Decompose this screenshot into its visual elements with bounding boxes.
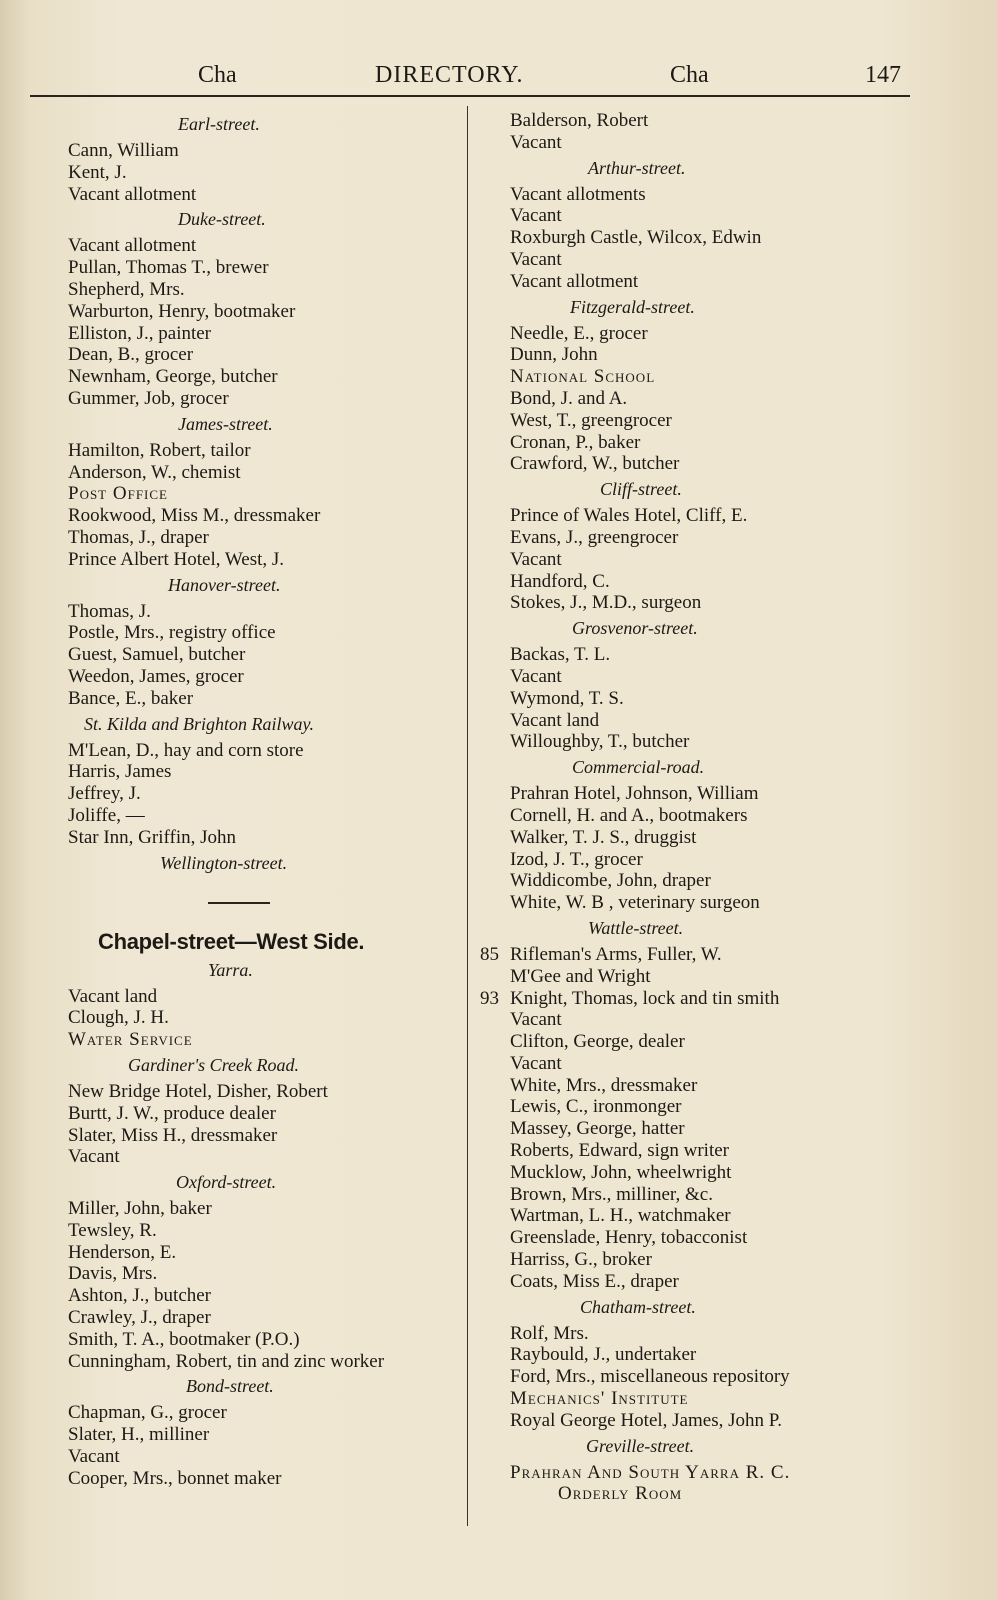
directory-entry [480,110,920,132]
entry-text: Hamilton, Robert, tailor [68,439,251,461]
entry-text: Cornell, H. and A., bootmakers [510,804,748,826]
directory-entry [480,323,920,345]
directory-entry [480,1096,920,1118]
entry-text: Backas, T. L. [510,644,611,666]
entry-text: Stokes, J., M.D., surgeon [510,592,702,614]
street-number [480,827,510,849]
directory-entry [68,483,468,505]
street-number [480,1344,510,1366]
header-title: DIRECTORY. [375,62,524,88]
street-heading: Grosvenor-street. [572,618,698,639]
entry-text: Vacant [510,131,562,153]
entry-text: Wymond, T. S. [510,687,624,709]
street-heading: Wellington-street. [160,852,288,873]
street-number [480,132,510,154]
directory-entry [480,410,920,432]
directory-entry [480,571,920,593]
entry-text: Vacant allotment [68,183,197,205]
street-number [480,710,510,732]
street-number [480,388,510,410]
street-number [480,1140,510,1162]
directory-entry [68,1263,468,1285]
directory-entry [68,688,468,710]
directory-entry [480,1118,920,1140]
entry-text: Shepherd, Mrs. [68,278,185,300]
entry-text: Mucklow, John, wheelwright [510,1161,732,1183]
entry-text: Cronan, P., baker [510,431,641,453]
entry-text: Vacant [510,1009,562,1031]
entry-text: Dunn, John [510,344,598,366]
street-number [480,271,510,293]
left-column-part-2 [68,959,468,1490]
entry-text: Vacant land [510,709,600,731]
street-number [480,892,510,914]
street-number [480,432,510,454]
directory-entry [480,1075,920,1097]
entry-text: Smith, T. A., bootmaker (P.O.) [68,1328,300,1350]
directory-entry [68,366,468,388]
entry-text: Tewsley, R. [68,1219,157,1241]
directory-entry [68,1329,468,1351]
directory-entry [68,1307,468,1329]
directory-entry [68,1125,468,1147]
street-heading: Bond-street. [186,1376,274,1397]
header-left-guide: Cha [198,62,237,88]
entry-text: M'Lean, D., hay and corn store [68,739,304,761]
directory-entry [480,366,920,388]
entry-text: Coats, Miss E., draper [510,1270,679,1292]
directory-entry [68,761,468,783]
entry-text: Harriss, G., broker [510,1249,652,1271]
street-heading: Duke-street. [178,209,266,230]
entry-text: Postle, Mrs., registry office [68,622,276,644]
entry-text: Vacant allotment [68,235,197,257]
directory-entry [68,1242,468,1264]
right-column [480,110,920,1505]
entry-text: White, W. B , veterinary surgeon [510,892,760,914]
street-heading: St. Kilda and Brighton Railway. [84,713,315,734]
directory-entry [480,805,920,827]
entry-text: Vacant [510,248,562,270]
street-number [480,666,510,688]
entry-text: Star Inn, Griffin, John [68,826,236,848]
directory-entry [480,892,920,914]
directory-entry [68,1220,468,1242]
street-number [480,870,510,892]
street-number [480,1053,510,1075]
entry-text: Evans, J., greengrocer [510,526,679,548]
street-number [480,644,510,666]
street-number [480,805,510,827]
entry-text: Davis, Mrs. [68,1263,158,1285]
directory-entry [68,184,468,206]
entry-text: Clifton, George, dealer [510,1031,685,1053]
directory-entry [480,1388,920,1410]
directory-entry [68,1424,468,1446]
directory-entry [68,344,468,366]
street-heading: Chatham-street. [580,1296,696,1317]
street-number [480,1249,510,1271]
directory-entry [480,453,920,475]
directory-entry [480,527,920,549]
left-column [68,110,468,1490]
street-number [480,1205,510,1227]
entry-text: New Bridge Hotel, Disher, Robert [68,1080,328,1102]
street-number [480,1388,510,1410]
entry-text: Rolf, Mrs. [510,1322,589,1344]
directory-entry [480,1162,920,1184]
entry-text: Vacant [510,665,562,687]
directory-entry [480,1462,920,1484]
directory-entry [68,986,468,1008]
street-number [480,205,510,227]
street-heading: Commercial-road. [572,757,705,778]
entry-text: Cunningham, Robert, tin and zinc worker [68,1350,385,1372]
directory-entry [480,1009,920,1031]
directory-entry [480,988,920,1010]
directory-entry [480,227,920,249]
entry-text: Widdicombe, John, draper [510,870,711,892]
directory-entry [480,944,920,966]
directory-entry [480,1184,920,1206]
directory-entry [480,1249,920,1271]
entry-text: Walker, T. J. S., druggist [510,826,697,848]
directory-entry [480,505,920,527]
entry-text: Slater, Miss H., dressmaker [68,1124,278,1146]
street-number [480,571,510,593]
street-number [480,966,510,988]
street-number [480,1366,510,1388]
street-number [480,1096,510,1118]
directory-entry [68,644,468,666]
directory-entry [68,805,468,827]
directory-entry [68,1198,468,1220]
street-number [480,783,510,805]
street-number [480,592,510,614]
directory-entry [480,184,920,206]
directory-entry [68,235,468,257]
entry-text: West, T., greengrocer [510,409,672,431]
street-heading: Cliff-street. [600,479,682,500]
street-heading: Earl-street. [178,114,260,134]
street-heading: Gardiner's Creek Road. [128,1054,299,1075]
street-number [480,1483,510,1505]
entry-text: Prince of Wales Hotel, Cliff, E. [510,505,748,527]
entry-text: Cooper, Mrs., bonnet maker [68,1467,282,1489]
street-heading: Fitzgerald-street. [570,296,695,317]
entry-text: Guest, Samuel, butcher [68,644,246,666]
directory-entry [68,1081,468,1103]
entry-text: Pullan, Thomas T., brewer [68,257,269,279]
directory-entry [480,827,920,849]
entry-text: Newnham, George, butcher [68,366,278,388]
street-number [480,1271,510,1293]
entry-text: Ford, Mrs., miscellaneous repository [510,1366,790,1388]
street-number [480,688,510,710]
directory-entry [68,666,468,688]
entry-text: Miller, John, baker [68,1198,212,1220]
directory-entry [68,162,468,184]
entry-text: Lewis, C., ironmonger [510,1096,682,1118]
page-header [30,56,910,96]
entry-text: Water Service [68,1029,193,1051]
street-number [480,1118,510,1140]
entry-text: Knight, Thomas, lock and tin smith [510,987,780,1009]
entry-text: Needle, E., grocer [510,322,648,344]
entry-text: Mechanics' Institute [510,1388,689,1410]
street-number: 85 [480,943,499,965]
directory-entry [68,440,468,462]
street-number [480,1009,510,1031]
entry-text: Royal George Hotel, James, John P. [510,1409,782,1431]
entry-text: Clough, J. H. [68,1007,169,1029]
directory-entry [480,1483,920,1505]
directory-entry [480,344,920,366]
entry-text: Crawley, J., draper [68,1307,211,1329]
directory-entry [480,1053,920,1075]
entry-text: Crawford, W., butcher [510,453,680,475]
directory-entry [68,783,468,805]
entry-text: White, Mrs., dressmaker [510,1074,698,1096]
directory-entry [480,1344,920,1366]
street-number [480,344,510,366]
entry-text: Vacant [510,205,562,227]
directory-entry [68,1446,468,1468]
directory-entry [480,731,920,753]
street-heading: Oxford-street. [176,1172,277,1193]
directory-entry [480,849,920,871]
street-number: 93 [480,987,499,1009]
entry-text: Handford, C. [510,570,610,592]
entry-text: Chapman, G., grocer [68,1402,227,1424]
street-number [480,549,510,571]
entry-text: Prince Albert Hotel, West, J. [68,548,285,570]
directory-entry [480,132,920,154]
street-heading: Yarra. [208,959,253,980]
street-number [480,1462,510,1484]
entry-text: Vacant [68,1446,120,1468]
entry-text: Henderson, E. [68,1241,177,1263]
directory-entry [68,527,468,549]
header-right-guide: Cha [670,62,709,88]
section-title: Chapel-street—West Side. [98,928,365,954]
entry-text: Post Office [68,483,168,505]
directory-entry [68,1146,468,1168]
entry-text: Burtt, J. W., produce dealer [68,1102,276,1124]
entry-text: Raybould, J., undertaker [510,1344,697,1366]
directory-entry [68,1402,468,1424]
street-number [480,410,510,432]
entry-text: Roxburgh Castle, Wilcox, Edwin [510,227,762,249]
directory-entry [480,666,920,688]
street-number [480,453,510,475]
entry-text: Vacant [510,548,562,570]
street-number [480,1075,510,1097]
entry-text: Jeffrey, J. [68,783,141,805]
left-column-part-1 [68,113,468,874]
directory-entry [68,1468,468,1490]
street-heading: Arthur-street. [588,157,686,178]
directory-entry [68,740,468,762]
street-number [480,249,510,271]
street-number [480,1162,510,1184]
directory-entry [480,249,920,271]
directory-entry [480,1227,920,1249]
directory-entry [68,323,468,345]
directory-entry [68,1007,468,1029]
street-number [480,527,510,549]
directory-entry [68,257,468,279]
directory-entry [480,1366,920,1388]
directory-entry [68,1285,468,1307]
entry-text: Roberts, Edward, sign writer [510,1140,729,1162]
street-number [480,849,510,871]
directory-entry [68,388,468,410]
entry-text: Prahran And South Yarra R. C. [510,1461,791,1483]
entry-text: Dean, B., grocer [68,344,194,366]
directory-entry [68,1351,468,1373]
directory-entry [480,783,920,805]
directory-entry [480,432,920,454]
street-heading: Hanover-street. [168,574,281,595]
directory-entry [480,388,920,410]
entry-text: Elliston, J., painter [68,322,212,344]
directory-entry [68,549,468,571]
entry-text: Slater, H., milliner [68,1424,210,1446]
entry-text: Vacant [510,1052,562,1074]
directory-entry [480,271,920,293]
directory-entry [480,710,920,732]
directory-entry [68,279,468,301]
street-number [480,1410,510,1432]
entry-text: Warburton, Henry, bootmaker [68,300,296,322]
directory-entry [480,592,920,614]
directory-entry [68,622,468,644]
entry-text: Brown, Mrs., milliner, &c. [510,1183,713,1205]
directory-entry [480,870,920,892]
entry-text: Balderson, Robert [510,110,649,131]
entry-text: National School [510,366,656,388]
directory-entry [480,1205,920,1227]
street-number [480,366,510,388]
entry-text: Bance, E., baker [68,687,194,709]
entry-text: Izod, J. T., grocer [510,848,643,870]
directory-entry [68,1029,468,1051]
street-number [480,110,510,132]
entry-text: Vacant [68,1146,120,1168]
directory-entry [480,644,920,666]
entry-text: Bond, J. and A. [510,387,628,409]
header-rule [30,95,910,97]
directory-entry [480,1140,920,1162]
entry-text: Weedon, James, grocer [68,665,244,687]
directory-entry [68,140,468,162]
directory-entry [480,966,920,988]
entry-text: M'Gee and Wright [510,965,651,987]
entry-text: Gummer, Job, grocer [68,387,229,409]
directory-entry [480,1410,920,1432]
entry-text: Willoughby, T., butcher [510,731,690,753]
section-divider [208,902,270,904]
directory-entry [68,301,468,323]
entry-text: Harris, James [68,761,172,783]
street-number [480,184,510,206]
page-number: 147 [865,62,901,88]
directory-entry [480,1271,920,1293]
directory-entry [68,1103,468,1125]
entry-text: Rookwood, Miss M., dressmaker [68,505,321,527]
entry-text: Ashton, J., butcher [68,1285,212,1307]
entry-text: Kent, J. [68,161,127,183]
directory-entry [68,462,468,484]
entry-text: Greenslade, Henry, tobacconist [510,1227,748,1249]
directory-entry [480,1031,920,1053]
directory-entry [68,505,468,527]
street-number [480,1227,510,1249]
street-number [480,505,510,527]
entry-text: Joliffe, — [68,804,145,826]
directory-entry [480,1323,920,1345]
entry-text: Thomas, J., draper [68,526,209,548]
street-number [480,1323,510,1345]
directory-entry [480,549,920,571]
entry-text: Massey, George, hatter [510,1118,685,1140]
entry-text: Vacant allotment [510,270,639,292]
directory-entry [68,827,468,849]
directory-entry [480,205,920,227]
entry-text: Prahran Hotel, Johnson, William [510,783,759,805]
entry-text: Wartman, L. H., watchmaker [510,1205,731,1227]
directory-entry [68,601,468,623]
street-number [480,1184,510,1206]
entry-text: Orderly Room [558,1483,683,1505]
street-heading: James-street. [178,413,273,434]
entry-text: Anderson, W., chemist [68,461,241,483]
entry-text: Cann, William [68,140,179,161]
street-heading: Wattle-street. [588,917,684,938]
entry-text: Vacant land [68,985,158,1007]
street-number [480,323,510,345]
entry-text: Rifleman's Arms, Fuller, W. [510,943,722,965]
street-heading: Greville-street. [586,1435,695,1456]
street-number [480,1031,510,1053]
entry-text: Thomas, J. [68,600,151,622]
entry-text: Vacant allotments [510,183,646,205]
street-number [480,227,510,249]
street-number [480,731,510,753]
directory-entry [480,688,920,710]
